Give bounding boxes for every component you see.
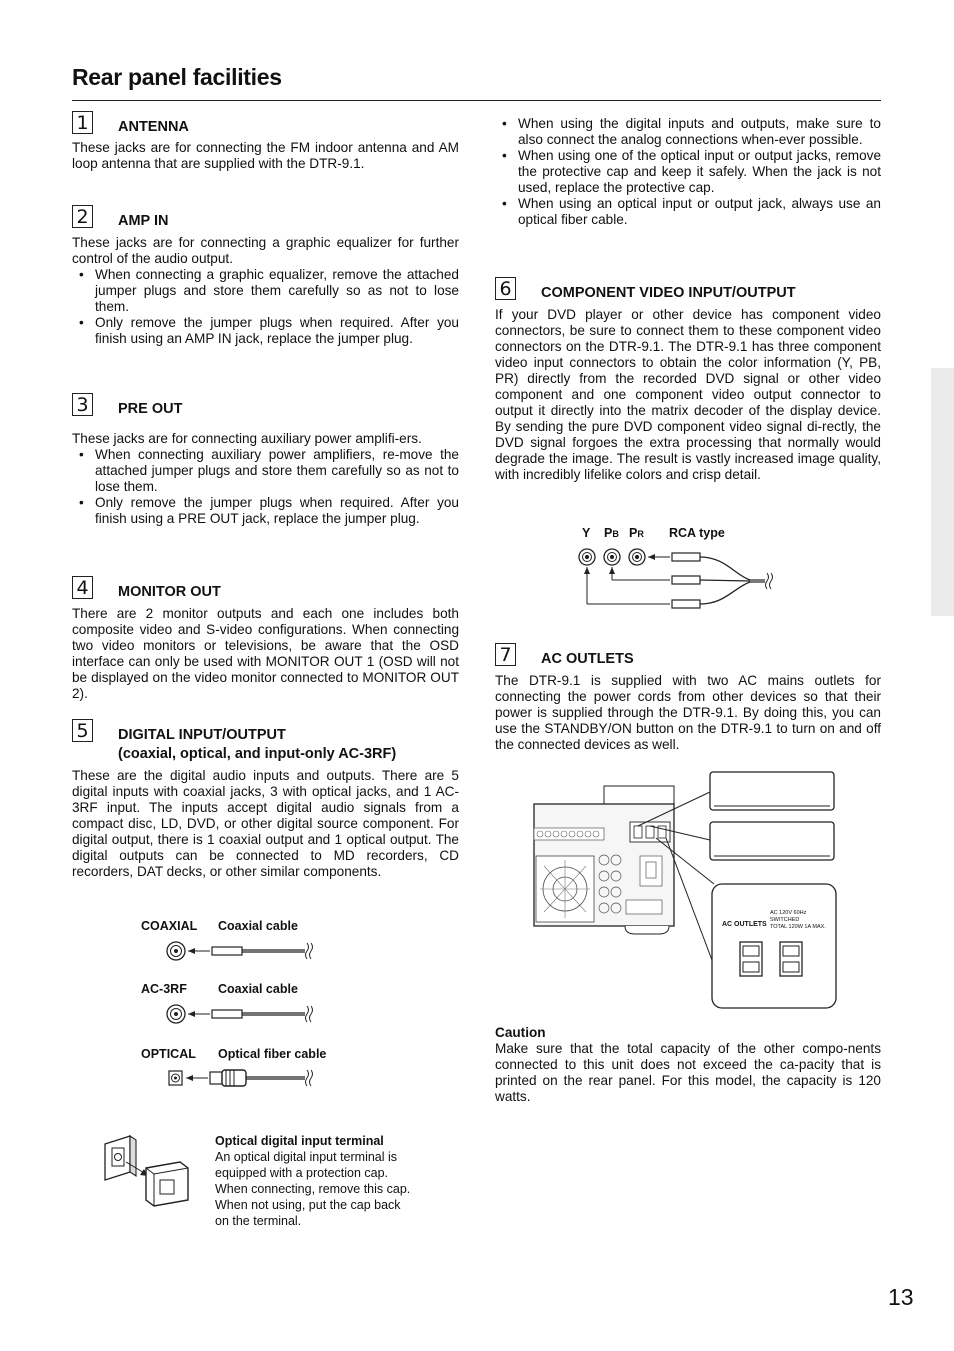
section-text-antenna: These jacks are for connecting the FM indoor antenna and AM loop antenna that are supplied with the DTR-9.1. [72,140,459,171]
section-subheading-digital-io: (coaxial, optical, and input-only AC-3RF) [118,746,397,762]
component-pr-label [629,526,644,540]
bullet-digital-io-1: • When using the digital inputs and outputs, make sure to also connect the analog connections when-ever possible. [518,116,881,148]
coaxial-cable-label: Coaxial cable [218,919,298,933]
section-number-7: 7 [495,643,516,666]
section-number-1: 1 [72,111,93,134]
page-number: 13 [888,1284,914,1310]
section-heading-amp-in: AMP IN [118,213,169,229]
optical-cable-label: Optical fiber cable [218,1047,327,1061]
optical-note-line-1: An optical digital input terminal is [215,1150,398,1164]
component-y-label: Y [582,526,591,540]
ac-outlets-panel-label: AC OUTLETS [722,921,767,928]
bullet-digital-io-3: • When using an optical input or output jack, always use an optical fiber cable. [518,196,881,228]
component-pr-letter: P [629,526,638,540]
ac3rf-connection-diagram [160,998,320,1030]
coaxial-label: COAXIAL [141,919,198,933]
bullet-pre-out-1: • When connecting auxiliary power amplifiers, re-move the attached jumper plugs and store them carefully so as not to lose them. [95,447,459,495]
bullet-amp-in-2: • Only remove the jumper plugs when required. After you finish using an AMP IN jack, replace the jumper plug. [95,315,459,347]
component-video-diagram [570,545,780,613]
optical-terminal-cap-illustration [100,1132,195,1212]
section-body-pre-out [72,431,459,527]
ac-outlets-spec [770,910,826,931]
section-bullets-digital-io [495,116,881,228]
optical-label: OPTICAL [141,1047,196,1061]
bullet-pre-out-2: • Only remove the jumper plugs when required. After you finish using a PRE OUT jack, replace the jumper plug. [95,495,459,527]
optical-note-line-4: When not using, put the cap back [215,1198,401,1212]
section-number-6: 6 [495,277,516,300]
section-heading-monitor-out: MONITOR OUT [118,584,221,600]
section-number-3: 3 [72,393,93,416]
bullet-digital-io-2: • When using one of the optical input or output jacks, remove the protective cap and keep it safely. When the jack is not used, replace the protective cap. [518,148,881,196]
component-pb-letter: P [604,526,613,540]
caution-text: Make sure that the total capacity of the other compo-nents connected to this unit does not exceed the ca-pacity that is printed on the rear panel. For this model, the capacity is 120 watts. [495,1041,881,1104]
ac-outlets-spec-3: TOTAL 120W 1A MAX. [770,924,826,930]
ac3rf-cable-label: Coaxial cable [218,982,298,996]
section-heading-component-video: COMPONENT VIDEO INPUT/OUTPUT [541,285,796,301]
component-pr-subscript: R [637,529,644,539]
side-tab-marker [931,368,954,616]
section-heading-ac-outlets: AC OUTLETS [541,651,634,667]
rca-type-label: RCA type [669,526,725,540]
title-rule [72,100,881,101]
component-pb-subscript: B [612,529,619,539]
optical-connection-diagram [166,1064,320,1094]
coaxial-connection-diagram [160,935,320,967]
section-text-amp-in: These jacks are for connecting a graphic equalizer for further control of the audio output. [72,235,459,266]
optical-note-line-2: equipped with a protection cap. [215,1166,389,1180]
section-number-2: 2 [72,205,93,228]
ac3rf-label: AC-3RF [141,982,187,996]
section-number-4: 4 [72,576,93,599]
optical-note-line-3: When connecting, remove this cap. [215,1182,411,1196]
component-pb-label [604,526,619,540]
optical-note-heading: Optical digital input terminal [215,1134,384,1148]
ac-outlets-spec-2: SWITCHED [770,917,800,923]
section-body-amp-in [72,235,459,347]
section-text-digital-io: These are the digital audio inputs and outputs. There are 5 digital inputs with coaxial jacks, 3 with optical jacks, and 1 AC-3RF input. The inputs accept digital audio signals from a compact disc, LD, DVD, or other digital source component. For digital output, there is 1 coaxial output and 1 optical output. The digital outputs can be connected to MD recorders, CD recorders, DAT decks, or other similar components. [72,768,459,879]
optical-note-line-5: on the terminal. [215,1214,302,1228]
section-text-component-video: If your DVD player or other device has component video connectors, be sure to connect them to these component video connectors on the DTR-9.1. The DTR-9.1 has three component video input connectors to obtain the color information (Y, PB, PR) directly from the recorded DVD signal or other video component and one component video output connector to output it directly into the matrix decoder of the display device. By sending the pure DVD component video signal di-rectly, the DVD signal forgoes the extra processing that normally would degrade the image. The result is vastly increased image quality, with incredibly lifelike colors and crisp detail. [495,307,881,482]
ac-outlets-diagram [530,770,840,1012]
caution-heading: Caution [495,1025,546,1040]
section-text-pre-out: These jacks are for connecting auxiliary power amplifi-ers. [72,431,422,446]
section-heading-pre-out: PRE OUT [118,401,183,417]
section-text-monitor-out: There are 2 monitor outputs and each one includes both composite video and S-video configurations. When connecting two video monitors or televisions, be aware that the OSD interface can only be used with MONITOR OUT 1 (OSD will not be displayed on the video monitor connected to MONITOR OUT 2). [72,606,459,701]
section-heading-digital-io: DIGITAL INPUT/OUTPUT [118,727,286,743]
section-number-5: 5 [72,719,93,742]
page-title: Rear panel facilities [72,64,282,90]
section-text-ac-outlets: The DTR-9.1 is supplied with two AC mains outlets for connecting the power cords from other devices so that their power is supplied through the DTR-9.1. By doing this, you can use the STANDBY/ON button on the DTR-9.1 to turn on and off the connected devices as well. [495,673,881,752]
bullet-amp-in-1: • When connecting a graphic equalizer, remove the attached jumper plugs and store them carefully so as not to lose them. [95,267,459,315]
optical-note [215,1133,455,1229]
section-heading-antenna: ANTENNA [118,119,189,135]
caution-block [495,1025,881,1105]
ac-outlets-spec-1: AC 120V 60Hz [770,910,807,916]
